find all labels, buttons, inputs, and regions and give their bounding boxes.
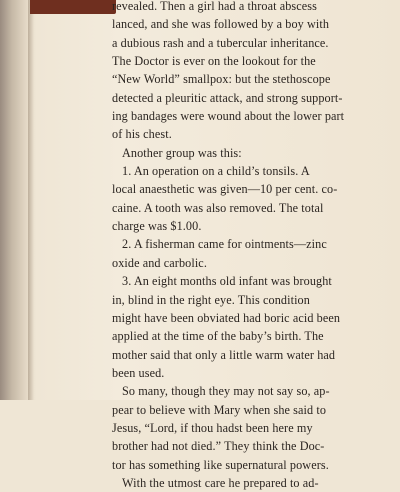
text-line: might have been obviated had boric acid been (112, 310, 341, 325)
text-line: Jesus, “Lord, if thou hadst been here my (112, 420, 313, 435)
text-line: caine. A tooth was also removed. The total (112, 200, 324, 215)
text-line: brother had not died.” They think the Doc- (112, 439, 325, 454)
text-line: in, blind in the right eye. This condition (112, 292, 310, 307)
top-red-tab (30, 0, 116, 14)
text-line: oxide and carbolic. (112, 255, 207, 270)
text-line: “New World” smallpox: but the stethoscope (112, 72, 331, 87)
text-line: The Doctor is ever on the lookout for the (112, 54, 316, 69)
text-line: detected a pleuritic attack, and strong support- (112, 90, 343, 105)
text-line: So many, though they may not say so, ap- (122, 384, 330, 399)
text-line: 3. An eight months old infant was brought (122, 274, 332, 289)
text-line: tor has something like supernatural powers. (112, 457, 329, 472)
text-line: applied at the time of the baby’s birth. The (112, 329, 324, 344)
text-line: of his chest. (112, 127, 172, 142)
text-line: local anaesthetic was given—10 per cent. co- (112, 182, 338, 197)
text-line: charge was $1.00. (112, 219, 202, 234)
book-binding-shadow (0, 0, 28, 400)
text-line: With the utmost care he prepared to ad- (122, 475, 319, 490)
text-line: revealed. Then a girl had a throat abscess (112, 0, 317, 13)
page-text (112, 0, 364, 492)
text-line: mother said that only a little warm water had (112, 347, 336, 362)
text-line: 1. An operation on a child’s tonsils. A (122, 164, 310, 179)
text-line: lanced, and she was followed by a boy with (112, 17, 330, 32)
text-line: Another group was this: (122, 145, 242, 160)
page-edge (28, 0, 34, 400)
text-line: 2. A fisherman came for ointments—zinc (122, 237, 327, 252)
text-line: been used. (112, 365, 165, 380)
text-line: pear to believe with Mary when she said to (112, 402, 327, 417)
text-line: a dubious rash and a tubercular inheritance. (112, 35, 329, 50)
text-line: ing bandages were wound about the lower part (112, 109, 345, 124)
